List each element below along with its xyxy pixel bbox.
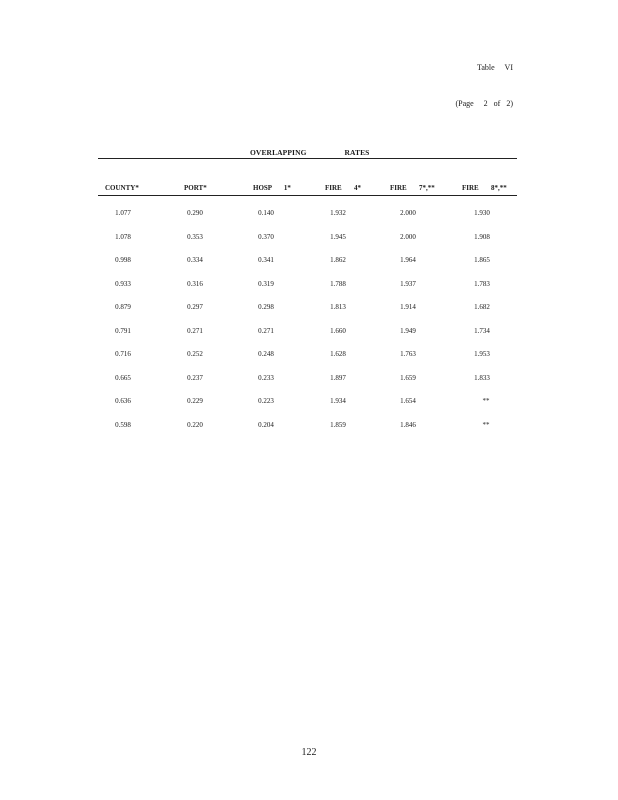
- table-caption: [250, 148, 369, 157]
- cell-fire-4: 1.788: [330, 279, 346, 288]
- cell-hosp-1: 0.248: [258, 350, 274, 358]
- table-label: Table VI: [477, 63, 513, 72]
- cell-fire-8: 1.783: [474, 279, 490, 288]
- cell-county: 0.791: [115, 326, 131, 335]
- cell-fire-8: 1.930: [474, 209, 490, 217]
- cell-port: 0.297: [187, 303, 203, 311]
- cell-hosp-1: 0.341: [258, 256, 274, 264]
- cell-county: 1.078: [115, 232, 131, 241]
- cell-county: 0.998: [115, 256, 131, 264]
- cell-fire-4: 1.859: [330, 420, 346, 429]
- cell-fire-4: 1.628: [330, 350, 346, 358]
- column-header-port: PORT*: [184, 184, 207, 192]
- cell-fire-4: 1.862: [330, 256, 346, 264]
- cell-fire-8: **: [482, 420, 490, 429]
- cell-county: 0.879: [115, 303, 131, 311]
- cell-fire-4: 1.813: [330, 303, 346, 311]
- cell-hosp-1: 0.319: [258, 279, 274, 288]
- cell-fire-4: 1.897: [330, 373, 346, 382]
- cell-fire-8: 1.833: [474, 373, 490, 382]
- cell-fire-7: 1.659: [400, 373, 416, 382]
- column-header-county: COUNTY*: [105, 184, 139, 192]
- cell-county: 0.933: [115, 279, 131, 288]
- cell-county: 0.665: [115, 373, 131, 382]
- cell-port: 0.252: [187, 350, 203, 358]
- cell-fire-7: 1.763: [400, 350, 416, 358]
- column-header-fire-7: FIRE 7*,**: [390, 184, 435, 192]
- cell-hosp-1: 0.223: [258, 397, 274, 405]
- cell-fire-7: 1.937: [400, 279, 416, 288]
- cell-fire-7: 2.000: [400, 209, 416, 217]
- cell-fire-8: 1.908: [474, 232, 490, 241]
- cell-fire-7: 1.964: [400, 256, 416, 264]
- cell-fire-7: 1.914: [400, 303, 416, 311]
- page-header: [455, 38, 513, 122]
- cell-port: 0.229: [187, 397, 203, 405]
- cell-fire-8: 1.682: [474, 303, 490, 311]
- cell-county: 0.598: [115, 420, 131, 429]
- page-indicator: (Page 2 of 2): [455, 99, 513, 108]
- caption-overlapping: OVERLAPPING: [250, 148, 307, 157]
- page-number: 122: [301, 747, 317, 758]
- cell-hosp-1: 0.298: [258, 303, 274, 311]
- cell-port: 0.237: [187, 373, 203, 382]
- cell-hosp-1: 0.204: [258, 420, 274, 429]
- cell-hosp-1: 0.233: [258, 373, 274, 382]
- column-header-fire-4: FIRE 4*: [325, 184, 361, 192]
- table-top-rule: [98, 158, 517, 159]
- cell-fire-8: 1.953: [474, 350, 490, 358]
- table-header-rule: [98, 195, 517, 196]
- cell-fire-7: 1.846: [400, 420, 416, 429]
- cell-hosp-1: 0.370: [258, 232, 274, 241]
- cell-fire-8: 1.865: [474, 256, 490, 264]
- cell-hosp-1: 0.140: [258, 209, 274, 217]
- cell-fire-4: 1.932: [330, 209, 346, 217]
- cell-fire-7: 2.000: [400, 232, 416, 241]
- cell-fire-8: **: [482, 397, 490, 405]
- cell-port: 0.290: [187, 209, 203, 217]
- cell-port: 0.271: [187, 326, 203, 335]
- column-header-hosp-1: HOSP 1*: [253, 184, 291, 192]
- cell-fire-7: 1.654: [400, 397, 416, 405]
- cell-county: 0.636: [115, 397, 131, 405]
- caption-rates: RATES: [344, 148, 370, 157]
- cell-fire-4: 1.945: [330, 232, 346, 241]
- cell-port: 0.353: [187, 232, 203, 241]
- cell-fire-4: 1.660: [330, 326, 346, 335]
- cell-fire-8: 1.734: [474, 326, 490, 335]
- cell-county: 0.716: [115, 350, 131, 358]
- cell-fire-4: 1.934: [330, 397, 346, 405]
- cell-county: 1.077: [115, 209, 131, 217]
- cell-port: 0.220: [187, 420, 203, 429]
- cell-port: 0.316: [187, 279, 203, 288]
- cell-hosp-1: 0.271: [258, 326, 274, 335]
- cell-port: 0.334: [187, 256, 203, 264]
- cell-fire-7: 1.949: [400, 326, 416, 335]
- column-header-fire-8: FIRE 8*,**: [462, 184, 507, 192]
